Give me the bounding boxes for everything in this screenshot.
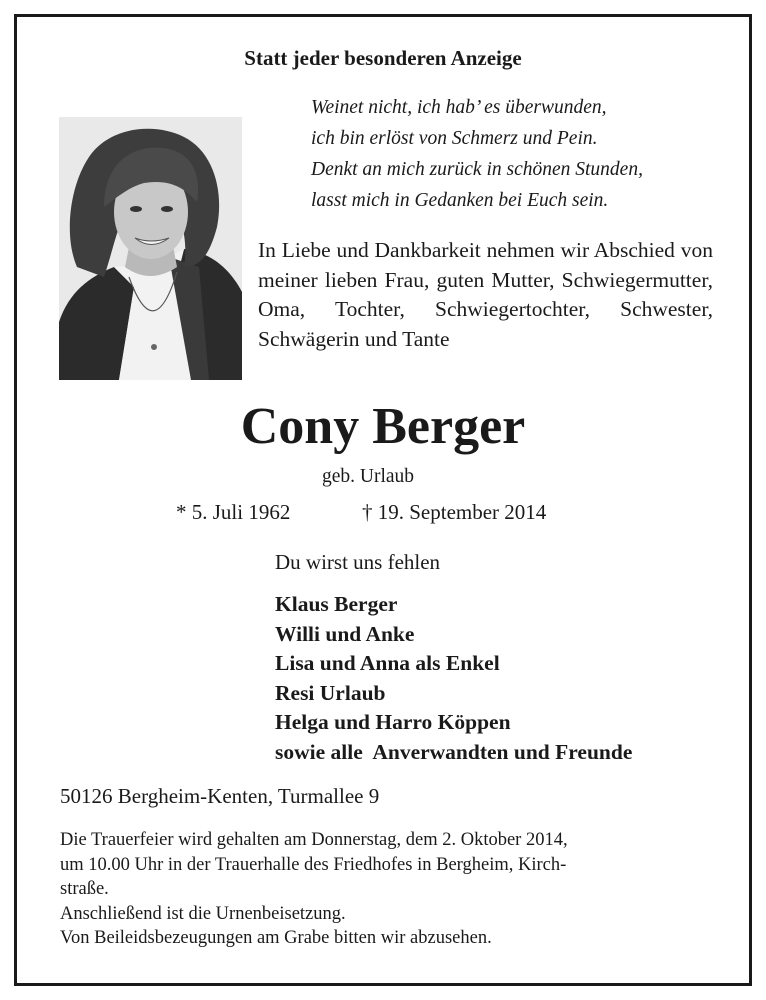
- family-member: Klaus Berger: [275, 592, 398, 616]
- address: 50126 Bergheim-Kenten, Turmallee 9: [60, 784, 380, 808]
- funeral-line: Von Beileidsbezeugungen am Grabe bitten wir abzusehen.: [60, 928, 492, 948]
- intro-text: In Liebe und Dankbarkeit nehmen wir Abschied von meiner lieben Frau, guten Mutter, Schwiegermutter, Oma, Tochter, Schwiegertochter, Schwester, Schwägerin und Tante: [258, 238, 713, 351]
- family-member: Helga und Harro Köppen: [275, 710, 511, 734]
- funeral-line: um 10.00 Uhr in der Trauerhalle des Friedhofes in Bergheim, Kirch-: [60, 854, 567, 875]
- funeral-line: straße.: [60, 879, 109, 899]
- poem-line: ich bin erlöst von Schmerz und Pein.: [311, 128, 598, 149]
- family-member: Willi und Anke: [275, 621, 415, 646]
- poem-line: lasst mich in Gedanken bei Euch sein.: [311, 190, 609, 211]
- family-member: Lisa und Anna als Enkel: [275, 651, 500, 675]
- funeral-line: Die Trauerfeier wird gehalten am Donnerstag, dem 2. Oktober 2014,: [60, 830, 568, 850]
- family-member: Resi Urlaub: [275, 680, 386, 705]
- poem-line: Denkt an mich zurück in schönen Stunden,: [311, 159, 643, 180]
- funeral-line: Anschließend ist die Urnenbeisetzung.: [60, 903, 346, 924]
- closing-line: Du wirst uns fehlen: [275, 550, 441, 574]
- deceased-name: Cony Berger: [240, 398, 526, 455]
- notice-header: Statt jeder besonderen Anzeige: [244, 46, 522, 70]
- death-date: † 19. September 2014: [362, 500, 547, 524]
- funeral-info: [60, 828, 715, 951]
- poem-line: Weinet nicht, ich hab’ es überwunden,: [311, 97, 607, 118]
- family-member: sowie alle Anverwandten und Freunde: [275, 739, 633, 764]
- birth-date: * 5. Juli 1962: [176, 500, 291, 524]
- poem: [311, 92, 643, 216]
- family-list: [275, 590, 632, 767]
- birth-name: geb. Urlaub: [322, 466, 415, 487]
- portrait-photo: [59, 117, 242, 380]
